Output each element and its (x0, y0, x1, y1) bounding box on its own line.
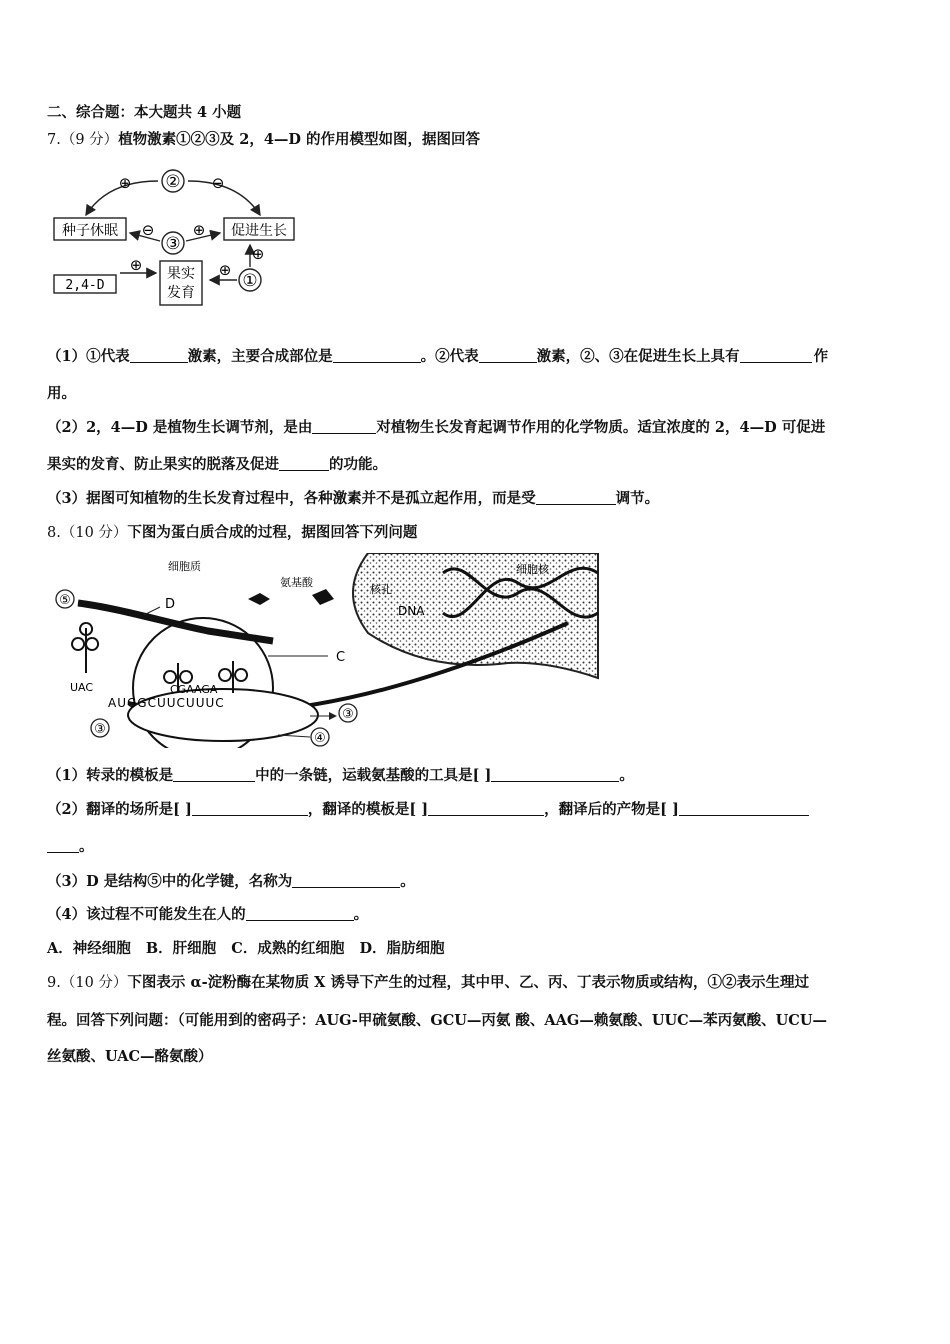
answer-blank[interactable] (740, 348, 812, 364)
answer-blank[interactable] (173, 767, 255, 783)
plus-sign: ⊕ (118, 174, 132, 192)
q7-part1-line1: （1）①代表 激素，主要合成部位是 。②代表 激素，②、③在促进生长上具有 作 (47, 348, 829, 365)
q8-part1: （1）转录的模板是 中的一条链，运载氨基酸的工具是[ ] 。 (47, 767, 634, 784)
minus-sign: ⊖ (141, 221, 155, 239)
protein-synthesis-diagram (48, 553, 600, 748)
amino-acid-shape (248, 593, 270, 605)
seed-dormancy-label: 种子休眠 (62, 223, 118, 239)
polypeptide-chain (78, 603, 273, 641)
nuclear-pore-label: 核孔 (370, 583, 392, 596)
answer-blank[interactable] (479, 348, 537, 364)
label-3: ③ (342, 707, 354, 722)
question-number: 7. (47, 132, 61, 148)
answer-blank[interactable] (192, 801, 308, 817)
fruit-label-1: 果实 (167, 266, 195, 282)
anticodon-label-2: CGAAGA (170, 683, 218, 696)
hormone-3-label: ③ (165, 234, 181, 254)
answer-blank[interactable] (292, 873, 400, 889)
answer-blank[interactable] (312, 419, 376, 435)
nucleus-label: 细胞核 (516, 563, 549, 576)
label-d: D (165, 597, 176, 612)
answer-blank[interactable] (536, 490, 616, 506)
plus-sign: ⊕ (192, 221, 206, 239)
dna-label: DNA (398, 604, 425, 618)
q7-part2-line1: （2）2，4—D 是植物生长调节剂，是由 对植物生长发育起调节作用的化学物质。适宜浓度的 2，4—D 可促进 (47, 419, 826, 436)
answer-blank[interactable] (130, 348, 188, 364)
question-text: 下图表示 α-淀粉酶在某物质 X 诱导下产生的过程，其中甲、乙、丙、丁表示物质或结构，①②表示生理过 (127, 974, 809, 991)
question-8-stem (47, 521, 417, 542)
24d-label: 2,4-D (65, 278, 105, 293)
promote-growth-label: 促进生长 (231, 223, 287, 239)
hormone-model-diagram (48, 163, 318, 313)
plus-sign: ⊕ (251, 245, 265, 263)
anticodon-label: UAC (70, 681, 94, 694)
question-text: 下图为蛋白质合成的过程，据图回答下列问题 (127, 524, 418, 541)
question-9-line2: 程。回答下列问题：（可能用到的密码子：AUG-甲硫氨酸、GCU—丙氨 酸、AAG—赖氨酸、UUC—苯丙氨酸、UCU— (47, 1012, 827, 1029)
question-points: （9 分） (60, 132, 119, 148)
question-points: （10 分） (60, 975, 128, 991)
q8-part4: （4）该过程不可能发生在人的 。 (47, 906, 369, 923)
amino-acid-label: 氨基酸 (280, 576, 313, 589)
minus-sign: ⊖ (211, 174, 225, 192)
answer-blank[interactable] (679, 801, 809, 817)
question-number: 9. (47, 975, 61, 991)
cytoplasm-label: 细胞质 (168, 560, 201, 573)
question-7-stem (47, 128, 480, 149)
hormone-2-label: ② (165, 172, 181, 192)
mrna-sequence: AUGGCUUCUUUC (108, 696, 225, 710)
q8-part2-line2: 。 (47, 835, 94, 856)
question-text: 植物激素①②③及 2，4—D 的作用模型如图，据图回答 (118, 131, 481, 148)
answer-blank[interactable] (47, 838, 79, 854)
leader-line (144, 607, 160, 615)
fruit-label-2: 发育 (167, 285, 195, 301)
question-9-line1 (47, 971, 809, 992)
amino-acid-shape (312, 589, 334, 605)
plus-sign: ⊕ (218, 261, 232, 279)
label-5: ⑤ (59, 593, 71, 608)
answer-blank[interactable] (246, 906, 354, 922)
answer-blank[interactable] (491, 767, 619, 783)
hormone-1-label: ① (242, 271, 258, 291)
question-number: 8. (47, 525, 61, 541)
q8-part2-line1: （2）翻译的场所是[ ] ，翻译的模板是[ ] ，翻译后的产物是[ ] (47, 798, 809, 819)
q8-options[interactable]: A．神经细胞 B．肝细胞 C．成熟的红细胞 D．脂肪细胞 (47, 940, 445, 957)
question-9-line3: 丝氨酸、UAC—酪氨酸） (47, 1048, 213, 1065)
question-points: （10 分） (60, 525, 128, 541)
q7-part2-line2: 果实的发育、防止果实的脱落及促进 的功能。 (47, 456, 387, 473)
plus-sign: ⊕ (129, 256, 143, 274)
q7-part3: （3）据图可知植物的生长发育过程中，各种激素并不是孤立起作用，而是受 调节。 (47, 490, 660, 507)
q8-part3: （3）D 是结构⑤中的化学键，名称为 。 (47, 873, 415, 890)
label-3: ③ (94, 722, 106, 737)
answer-blank[interactable] (333, 348, 421, 364)
answer-blank[interactable] (428, 801, 544, 817)
q7-part1-line2: 用。 (47, 385, 76, 402)
label-4: ④ (314, 731, 326, 746)
answer-blank[interactable] (279, 456, 329, 472)
label-c: C (336, 650, 346, 665)
section-title: 二、综合题：本大题共 4 小题 (47, 104, 242, 121)
